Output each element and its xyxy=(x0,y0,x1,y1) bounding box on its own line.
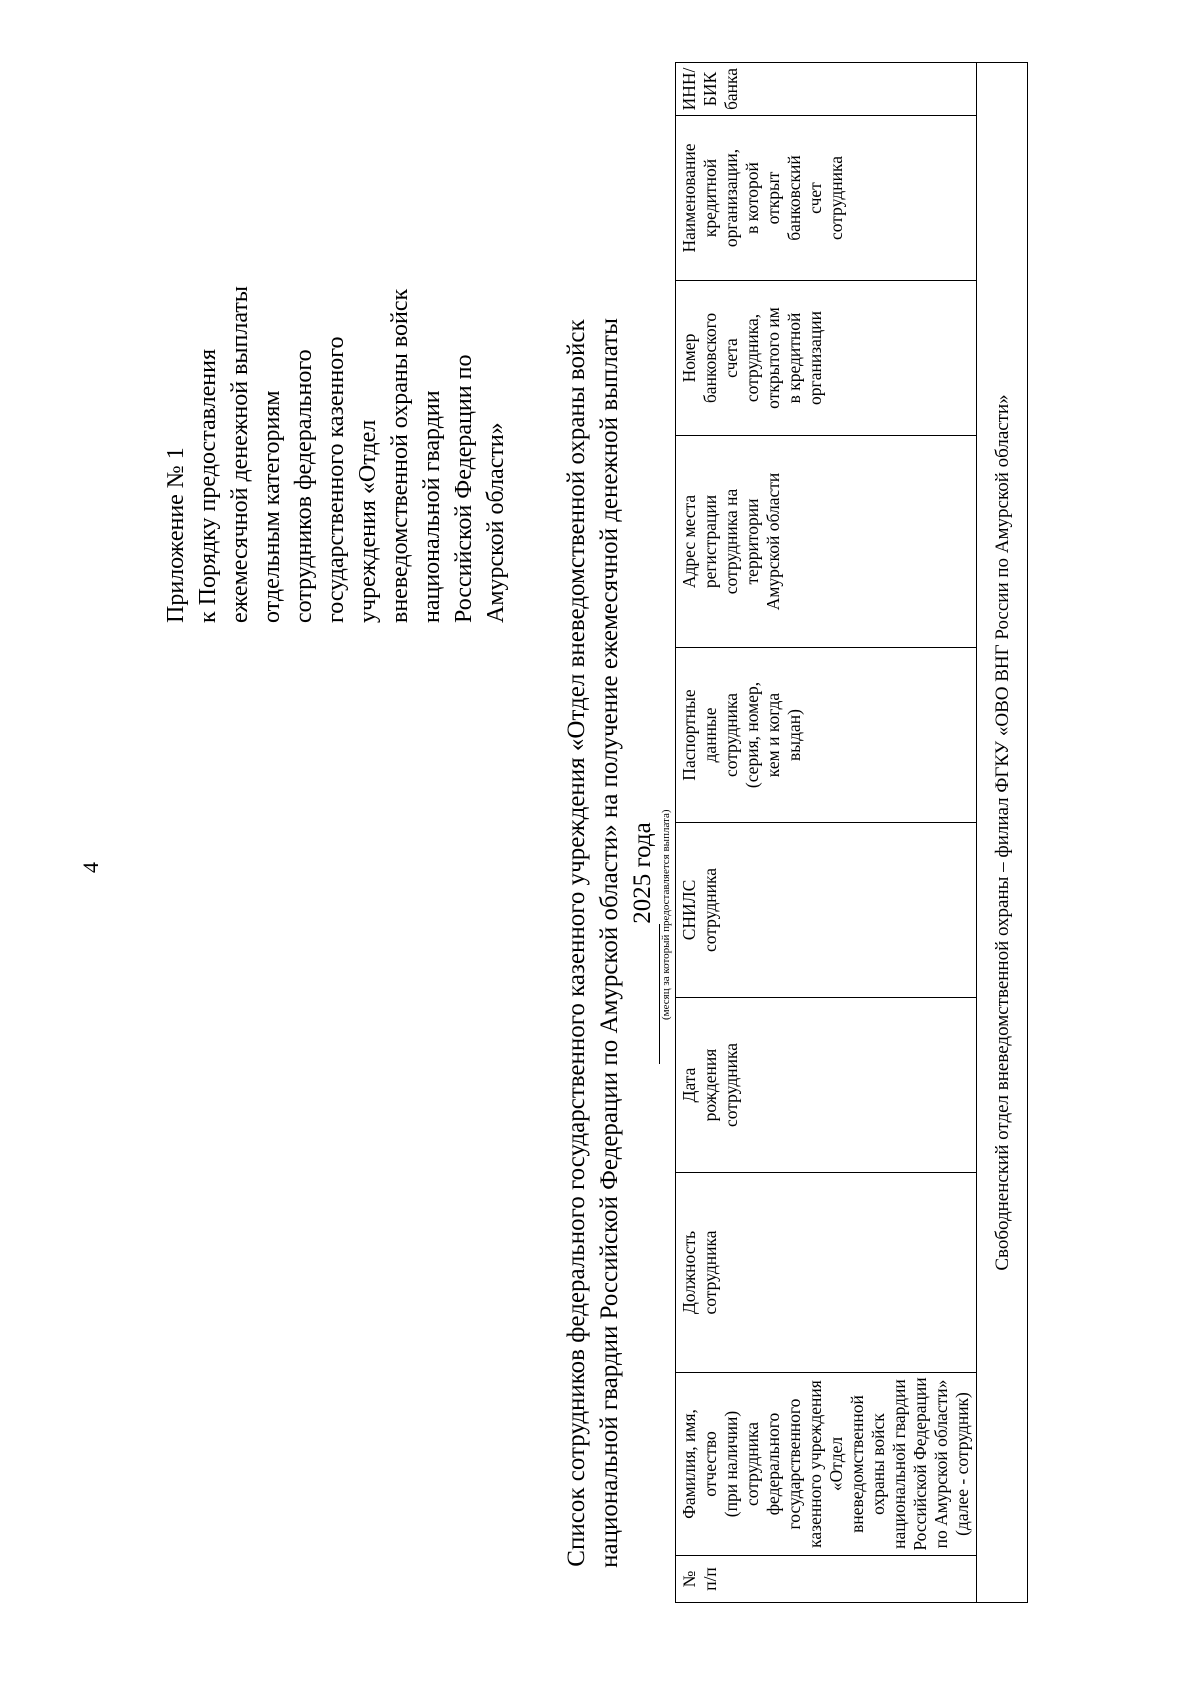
header-line: банковского xyxy=(700,312,720,404)
header-col-number xyxy=(676,1556,977,1603)
header-line: ИНН/ xyxy=(679,67,699,111)
header-col-inn-bik xyxy=(676,63,977,116)
header-line: сотрудника на xyxy=(721,488,741,595)
header-col-account-number xyxy=(676,281,977,436)
header-line: казенного учреждения xyxy=(805,1380,825,1548)
header-line: счета xyxy=(721,338,741,378)
title-line-month xyxy=(626,213,660,1673)
appendix-line: к Порядку предоставления xyxy=(195,348,221,623)
header-col-full-name xyxy=(676,1373,977,1556)
header-line: (серия, номер, xyxy=(742,681,762,789)
header-line: по Амурской области» xyxy=(931,1379,951,1549)
title-year: 2025 года xyxy=(629,822,656,924)
header-line: Российской Федерации xyxy=(910,1377,930,1551)
header-line: Номер xyxy=(679,333,699,383)
header-line: (далее - сотрудник) xyxy=(952,1392,972,1536)
header-col-birth-date xyxy=(676,998,977,1173)
month-note: (месяц за который предоставляется выплата) xyxy=(660,809,672,1020)
appendix-line: ежемесячной денежной выплаты xyxy=(227,285,253,623)
header-line: кредитной xyxy=(700,158,720,238)
header-line: организации xyxy=(805,311,825,405)
header-line: Должность xyxy=(679,1230,699,1315)
header-line: кем и когда xyxy=(763,692,783,778)
header-line: БИК xyxy=(700,71,720,107)
header-line: открыт xyxy=(763,171,783,225)
header-line: сотрудника xyxy=(721,693,741,777)
appendix-line: учреждения «Отдел xyxy=(355,419,381,623)
header-line: п/п xyxy=(700,1567,720,1591)
header-line: (при наличии) xyxy=(721,1410,741,1518)
header-line: сотрудника xyxy=(721,1043,741,1127)
header-line: Амурской области xyxy=(763,472,783,611)
header-line: открытого им xyxy=(763,307,783,409)
header-line: СНИЛС xyxy=(679,879,699,941)
header-line: данные xyxy=(700,707,720,763)
header-line: Фамилия, имя, отчество xyxy=(679,1409,720,1519)
title-line: Список сотрудников федерального государственного казенного учреждения «Отдел вневедомственной охраны войск xyxy=(563,319,590,1567)
header-line: сотрудника xyxy=(826,156,846,240)
header-line: сотрудника, xyxy=(742,313,762,403)
header-line: счет xyxy=(805,182,825,214)
header-line: регистрации xyxy=(700,494,720,589)
branch-row xyxy=(977,63,1028,1603)
header-line: территории xyxy=(742,498,762,585)
header-col-position xyxy=(676,1173,977,1373)
header-line: в кредитной xyxy=(784,312,804,404)
header-line: «Отдел xyxy=(826,1436,846,1492)
appendix-header xyxy=(160,123,512,623)
header-line: сотрудника xyxy=(700,868,720,952)
header-line: вневедомственной xyxy=(847,1395,867,1533)
appendix-line: государственного казенного xyxy=(323,336,349,623)
title-line: национальной гвардии Российской Федерации по Амурской области» на получение ежемесячной денежной выплаты xyxy=(596,318,623,1568)
header-col-address xyxy=(676,436,977,648)
header-line: сотрудника xyxy=(700,1230,720,1315)
header-line: в которой xyxy=(742,162,762,234)
appendix-line: Российской Федерации по xyxy=(451,354,477,623)
appendix-line: отдельным категориям xyxy=(259,390,285,623)
header-line: федерального xyxy=(763,1412,783,1516)
branch-cell: Свободненский отдел вневедомственной охраны – филиал ФГКУ «ОВО ВНГ России по Амурской области» xyxy=(977,63,1028,1603)
header-col-passport xyxy=(676,648,977,823)
appendix-line: вневедомственной охраны войск xyxy=(387,288,413,623)
header-line: охраны войск xyxy=(868,1413,888,1515)
header-line: банка xyxy=(721,67,741,111)
appendix-line: Приложение № 1 xyxy=(163,447,189,623)
employee-list-table xyxy=(675,62,1028,1603)
header-line: национальной гвардии xyxy=(889,1379,909,1549)
header-line: сотрудника xyxy=(742,1422,762,1506)
header-line: рождения xyxy=(700,1048,720,1122)
appendix-line: национальной гвардии xyxy=(419,390,445,623)
document-title xyxy=(560,213,660,1673)
header-line: № xyxy=(679,1570,699,1588)
table-header-row xyxy=(676,63,977,1603)
header-col-bank-name xyxy=(676,116,977,281)
header-line: организации, xyxy=(721,148,741,248)
page-number: 4 xyxy=(78,862,103,873)
header-line: Наименование xyxy=(679,143,699,253)
header-line: банковский xyxy=(784,155,804,241)
header-line: Адрес места xyxy=(679,494,699,589)
header-line: выдан) xyxy=(784,709,804,761)
month-blank-field xyxy=(626,924,660,1064)
header-line: Дата xyxy=(679,1067,699,1103)
header-line: государственного xyxy=(784,1398,804,1530)
header-line: Паспортные xyxy=(679,689,699,781)
appendix-line: сотрудников федерального xyxy=(291,349,317,623)
header-col-snils xyxy=(676,823,977,998)
appendix-line: Амурской области» xyxy=(483,422,509,623)
